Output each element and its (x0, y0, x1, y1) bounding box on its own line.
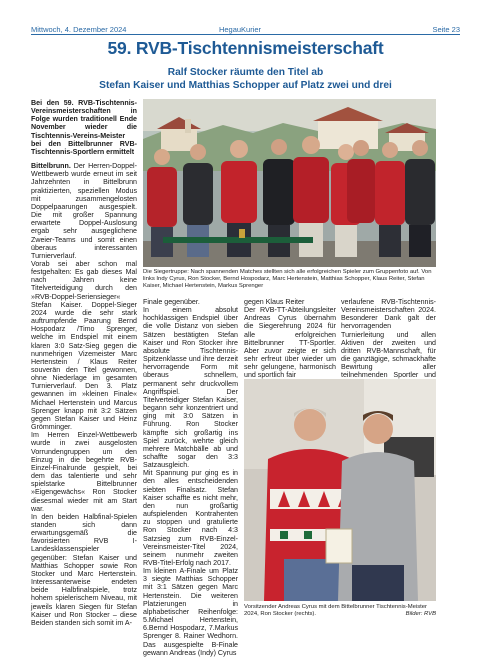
paragraph: Im kleinen A-Finale um Platz 3 siegte Matthias Schopper mit 3:1 Sätzen gegen Marc Hertenstein. Die weiteren Platzierungen in alphabetischer Reihenfolge: 5.Michael Hertenstein, 6.Bernd Hospodarz, 7.Markus Sprenger 8. Rainer Wedhorn. Das ausgespielte B-Finale gewann Andreas (Indy) Cyrus (143, 567, 238, 657)
paragraph: In den beiden Halbfinal-Spielen standen sich dann erwartungsgemäß die favorisierten RVB I-Landesklassenspieler gegenüber: Stefan Kaiser und Matthias Schopper sowie Ron Stocker und Marc Hertenstein. Interessanterweise endeten beide Halbfinalspiele, trotz hohem spielerischem Niveau, mit jeweils klaren Siegen für Stefan Kaiser und Ron Stocker – diese Beiden standen sich somit im A- (31, 512, 137, 627)
page-number: Seite 23 (432, 25, 460, 34)
article-subhead (31, 66, 460, 92)
paragraph: Der RVB-TT-Abteilungsleiter Andreas Cyrus übernahm die Siegerehrung 2024 für alle erfolgreichen Bittelbrunner TT-Sportler. Aber zuvor zeigte er sich sehr erfreut über wieder um sehr gelungene, harmonisch und sportlich fair (244, 306, 336, 380)
text-column-4 (341, 298, 436, 380)
caption-text: Vorsitzender Andreas Cyrus mit dem Bittelbrunner Tischtennis-Meister 2024, Ron Stocker (rechts). (244, 604, 428, 618)
text-column-2 (143, 298, 238, 657)
paragraph: Finale gegenüber. (143, 298, 200, 306)
group-photo-caption: Die Siegertruppe: Nach spannenden Matches stellten sich alle erfolgreichen Spieler zum Gruppenfoto auf. Von links Indy Cyrus, Ron Stocker, Bernd Hospodarz, Marc Hertenstein, Matthias Schopper, Klaus Reiter, Stefan Kaiser, Michael Hertenstein, Markus Sprenger (143, 269, 432, 290)
certificate (326, 529, 352, 563)
publication-name: HegauKurier (218, 25, 262, 34)
article-headline: 59. RVB-Tischtennismeisterschaft (107, 38, 384, 58)
header-rule (31, 34, 460, 35)
group-photo-image (143, 99, 436, 267)
champion-photo-image (244, 379, 436, 601)
text-column-1 (31, 99, 137, 639)
group-photo (143, 99, 436, 267)
subhead-line-1: Ralf Stocker räumte den Titel ab (167, 67, 324, 78)
dateline: Bittelbrunn. (31, 162, 71, 171)
paragraph: Im Herren Einzel-Wettbewerb wurde in zwei ausgelosten Vorrundengruppen um den Einzug in die begehrte RVB-Einzel-Finalrunde gespielt, bei dem das talentierte und sehr spielstarke Bittelbrunner »Eigengewächs« Ron Stocker diesesmal wieder mit am Start war. (31, 431, 137, 513)
paragraph: In einem absolut hochklassigen Endspiel über die volle Distanz von sieben Sätzen bestätigten Stefan Kaiser und Ron Stocker ihre absolute Tischtennis-Spitzenklasse und ihre derzeit hervorragende Form mit überaus schnellem, permanent sehr druckvollem Angriffspiel. Der Titelverteidiger Stefan Kaiser, begann sehr konzentriert und ging mit 3:0 Sätzen in Führung. Ron Stocker kämpfte sich großartig ins Spiel zurück, wehrte gleich mehrere Matchbälle ab und schaffte sogar den 3:3 Satzausgleich. (143, 306, 238, 470)
article-lead: Bei den 59. RVB-Tischtennis-Vereinsmeisterschaften in Folge wurden traditionell Ende November wieder die Tischtennis-Vereins-Meister bei den Bittelbrunner RVB-Tischtennis-Sportlern ermittelt (31, 99, 137, 156)
trophy-icon (239, 229, 245, 238)
paragraph: verlaufene RVB-Tischtennis-Vereinsmeisterschaften 2024. Besonderer Dank galt der hervorragenden Turnierleitung und allen Aktiven der zweiten und dritten RVB-Mannschaft, für die ganztägige, schmackhafte Bewirtung aller teilnehmenden Sportler und (341, 298, 436, 380)
table-tennis-table (163, 237, 313, 243)
text-column-3 (244, 298, 336, 380)
paragraph: Vorab sei aber schon mal festgehalten: Es gab dieses Mal nach Jahren keine Titelverteidigung durch den »RVB-Doppel-Seriensieger« Stefan Kaiser. Doppel-Sieger 2024 wurde die sehr stark auftrumpfende Paarung Bernd Hospodarz /Timo Sprenger, welche im Endspiel mit einem klaren 3:0 Satz-Sieg gegen die nunmehrigen Vizemeister Marc Hertenstein / Klaus Reiter souverän den Titel gewonnen, ohne Niederlage im gesamten Turnierverlauf. Den 3. Platz gewannen im »kleinen Finale« Michael Hertenstein und Marcus Sprenger knapp mit 3:2 Sätzen gegen Stefan Kaiser und Heinz Grömminger. (31, 259, 137, 432)
subhead-line-2: Stefan Kaiser und Matthias Schopper auf Platz zwei und drei (99, 80, 392, 91)
champion-photo (244, 379, 436, 601)
champion-photo-caption (244, 604, 436, 618)
paragraph-text: Der Herren-Doppel-Wettbewerb wurde erneut im seit Jahrzehnten in Bittelbrunn praktizierten, speziellen Modus mit zusammengelosten Doppelpaarungen ausgespielt. Die mit großer Spannung erwartete Doppel-Auslosung ergab sehr ausgeglichene Zweier-Teams und somit einen überaus interessanten Turnierverlauf. (31, 162, 137, 260)
paragraph: gegen Klaus Reiter (244, 298, 305, 306)
issue-date: Mittwoch, 4. Dezember 2024 (31, 25, 127, 34)
paragraph (31, 162, 137, 260)
paragraph: Mit Spannung pur ging es in den alles entscheidenden siebten Finalsatz. Stefan Kaiser schaffte es nicht mehr, den nun großartig aufspielenden Kontrahenten zu stoppen und gratulierte Ron Stocker nach 4:3 Satzsieg zum RVB-Einzel-Vereinsmeister-Titel 2024, seinem nunmehr zweiten RVB-Titel-Erfolg nach 2017. (143, 469, 238, 567)
photo-credit: Bilder: RVB (405, 611, 436, 618)
